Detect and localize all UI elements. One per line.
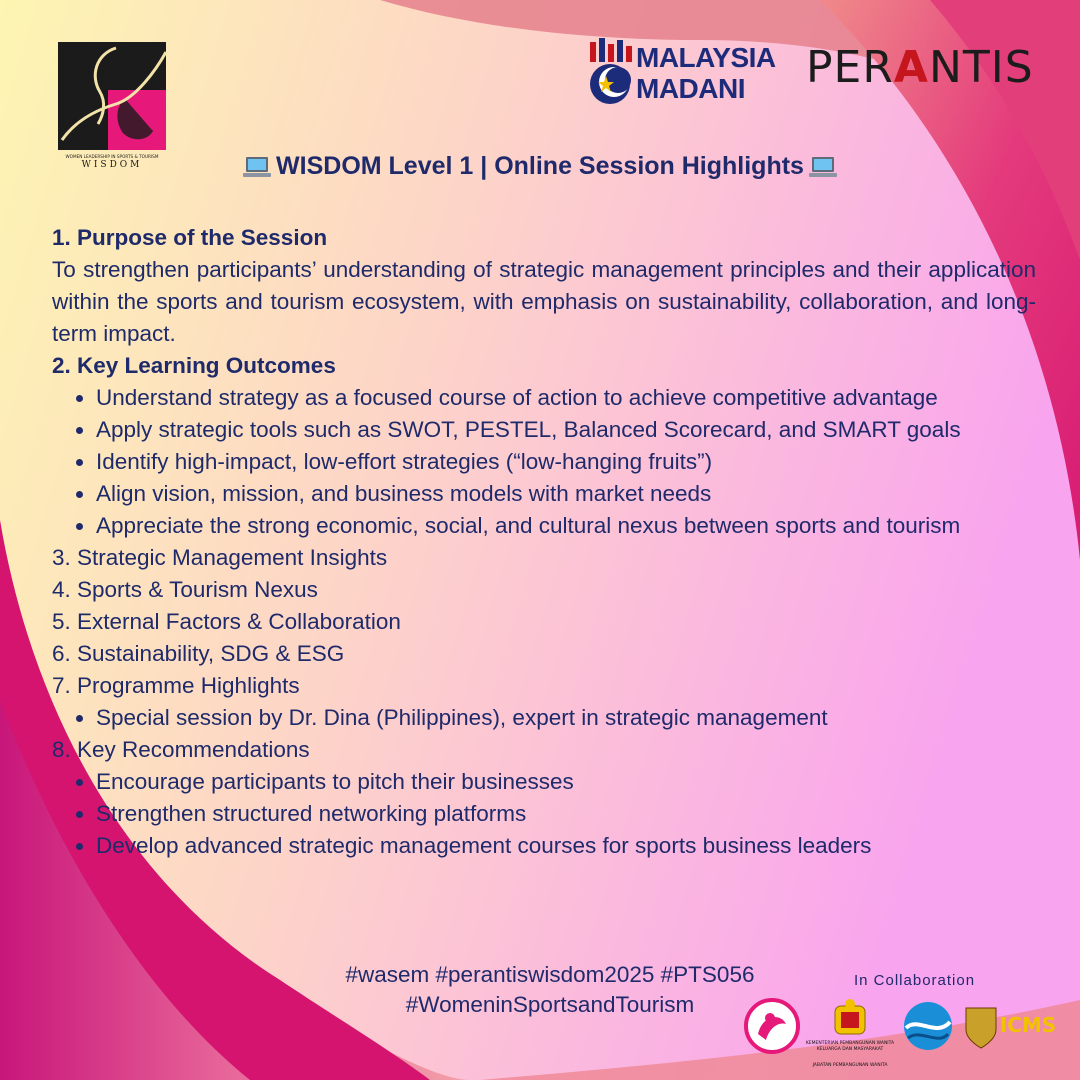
wisdom-tagline: WOMEN LEADERSHIP IN SPORTS & TOURISM <box>65 154 159 159</box>
partner-logos <box>740 998 1070 1073</box>
blue-sphere-logo <box>904 1002 952 1050</box>
highlights-list <box>52 702 1036 734</box>
kpwkm-text-1: KEMENTERIAN PEMBANGUNAN WANITA <box>805 1041 895 1046</box>
perantis-logo <box>806 42 1034 93</box>
section-heading-insights: 3. Strategic Management Insights <box>52 545 388 570</box>
section-heading-external: 5. External Factors & Collaboration <box>52 609 401 634</box>
hashtag-line-1: #wasem #perantiswisdom2025 #PTS056 <box>345 962 755 987</box>
madani-line2: MADANI <box>636 73 745 104</box>
section-heading-outcomes: 2. Key Learning Outcomes <box>52 353 336 378</box>
section-heading-highlights: 7. Programme Highlights <box>52 673 300 698</box>
list-item: • Develop advanced strategic management courses for sports business leaders <box>96 830 1036 862</box>
list-item: • Strengthen structured networking platforms <box>96 798 1036 830</box>
madani-line1: MALAYSIA <box>636 42 776 73</box>
malaysia-madani-logo <box>586 38 776 108</box>
purpose-text: To strengthen participants’ understanding of strategic management principles and their application within the sports and tourism ecosystem, with emphasis on sustainability, collaboration, and long-term impact. <box>52 257 1036 346</box>
kpwkm-text-2: KELUARGA DAN MASYARAKAT <box>816 1047 884 1052</box>
icms-logo <box>966 1008 1056 1048</box>
page-title <box>0 152 1080 181</box>
list-item: • Apply strategic tools such as SWOT, PESTEL, Balanced Scorecard, and SMART goals <box>96 414 1036 446</box>
list-item: • Align vision, mission, and business models with market needs <box>96 478 1036 510</box>
collaboration-label: In Collaboration <box>854 972 976 989</box>
list-item: • Appreciate the strong economic, social, and cultural nexus between sports and tourism <box>96 510 1036 542</box>
laptop-icon <box>808 155 838 179</box>
wisdom-name: WISDOM <box>81 160 143 168</box>
section-heading-nexus: 4. Sports & Tourism Nexus <box>52 577 318 602</box>
wisdom-logo <box>56 40 168 168</box>
session-content <box>52 222 1036 862</box>
icms-text: ICMS <box>999 1013 1057 1037</box>
list-item: • Encourage participants to pitch their businesses <box>96 766 1036 798</box>
kpwkm-crest-logo <box>806 999 895 1068</box>
hashtag-line-2: #WomeninSportsandTourism <box>405 992 695 1017</box>
laptop-icon <box>242 155 272 179</box>
madani-emblem-icon <box>586 38 634 108</box>
list-item: • Understand strategy as a focused course of action to achieve competitive advantage <box>96 382 1036 414</box>
perantis-part1: PER <box>806 42 894 93</box>
recommendations-list <box>52 766 1036 862</box>
section-heading-sustainability: 6. Sustainability, SDG & ESG <box>52 641 345 666</box>
section-heading-recommendations: 8. Key Recommendations <box>52 737 310 762</box>
kpwkm-text-3: JABATAN PEMBANGUNAN WANITA <box>812 1063 888 1068</box>
perantis-part2: NTIS <box>928 42 1034 93</box>
section-heading-purpose: 1. Purpose of the Session <box>52 225 328 250</box>
title-text: WISDOM Level 1 | Online Session Highlights <box>276 152 804 180</box>
list-item: • Special session by Dr. Dina (Philippines), expert in strategic management <box>96 702 1036 734</box>
partner-logo-women-sports <box>746 1000 798 1052</box>
outcomes-list <box>52 382 1036 542</box>
perantis-highlight: A <box>893 42 929 93</box>
list-item: • Identify high-impact, low-effort strategies (“low-hanging fruits”) <box>96 446 1036 478</box>
